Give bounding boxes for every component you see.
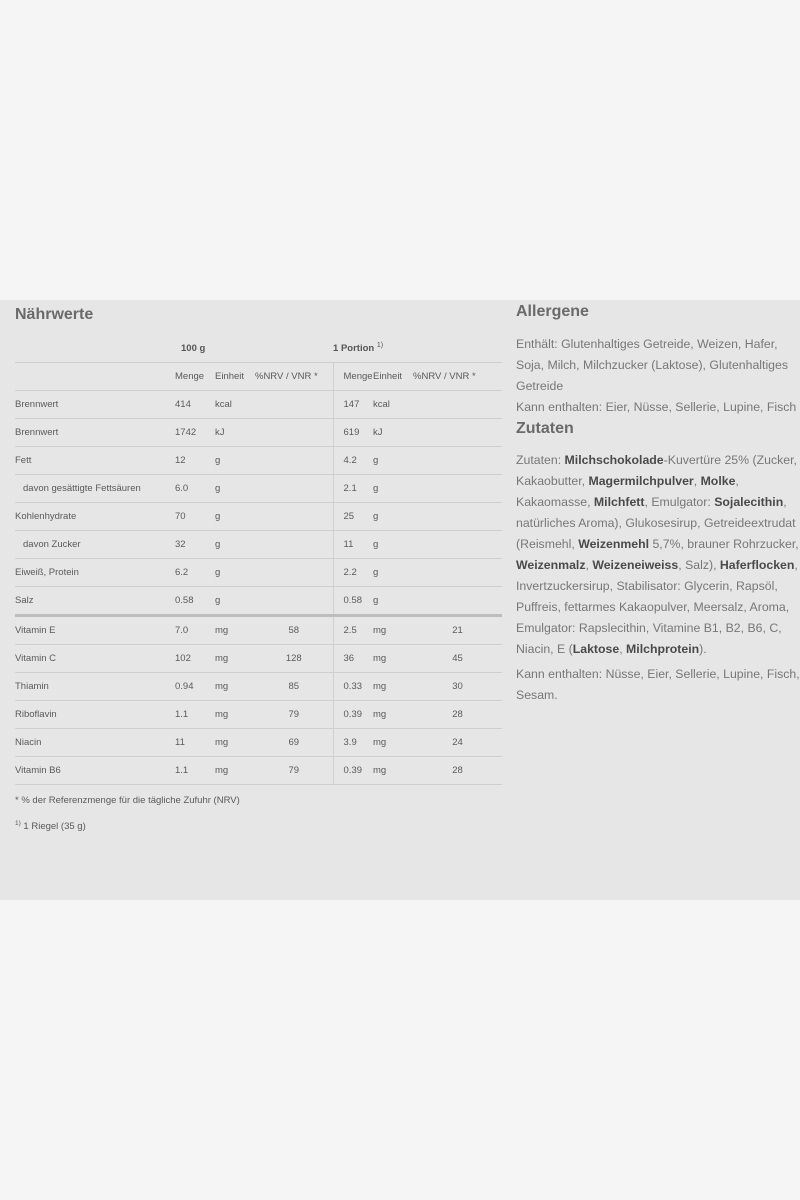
table-group-header (15, 335, 502, 363)
table-cell: 28 (413, 757, 502, 785)
ingredient-text: -Kuvertüre 25% (Zucker, Kakaobutter, (516, 453, 797, 488)
table-cell: 414 (175, 391, 215, 419)
ingredient-text: , natürliches Aroma), Glukosesirup, Getreideextrudat (Reismehl, (516, 495, 796, 551)
ingredient-text: Zutaten: (516, 453, 565, 467)
nutrient-name: Vitamin E (15, 616, 175, 645)
table-cell: mg (215, 616, 255, 645)
allergen-highlight: Haferflocken (719, 558, 795, 572)
table-cell: g (215, 503, 255, 531)
allergen-highlight: Weizeneiweiss (592, 558, 679, 572)
allergen-highlight: Weizenmalz (516, 558, 586, 572)
table-cell (413, 419, 502, 447)
table-cell: 1.1 (175, 757, 215, 785)
table-cell: mg (373, 616, 413, 645)
table-cell: mg (373, 673, 413, 701)
table-cell: g (373, 447, 413, 475)
nutrient-name: Kohlenhydrate (15, 503, 175, 531)
column-header: %NRV / VNR * (255, 363, 333, 391)
table-cell (413, 531, 502, 559)
table-cell: 147 (333, 391, 373, 419)
table-cell: g (373, 587, 413, 616)
ingredient-text: 5,7%, brauner Rohrzucker, (649, 537, 799, 551)
nrv-footnote: * % der Referenzmenge für die tägliche Zufuhr (NRV) (15, 795, 240, 806)
table-cell: 11 (175, 729, 215, 757)
table-cell: 12 (175, 447, 215, 475)
table-row (15, 531, 502, 559)
table-cell: 128 (255, 645, 333, 673)
table-cell: 0.39 (333, 701, 373, 729)
table-cell (413, 475, 502, 503)
table-cell (255, 447, 333, 475)
ingredient-text: ). (699, 642, 707, 656)
table-cell (413, 503, 502, 531)
table-cell: 69 (255, 729, 333, 757)
table-cell (255, 587, 333, 616)
table-cell: mg (373, 645, 413, 673)
table-cell: 0.33 (333, 673, 373, 701)
column-header: Einheit (373, 363, 413, 391)
table-cell: mg (373, 757, 413, 785)
allergen-highlight: Laktose (572, 642, 620, 656)
nutrient-name: Vitamin C (15, 645, 175, 673)
table-cell: 36 (333, 645, 373, 673)
table-cell: mg (215, 645, 255, 673)
allergen-highlight: Molke (700, 474, 736, 488)
table-row (15, 757, 502, 785)
table-row (15, 645, 502, 673)
product-info-panel (0, 300, 800, 900)
table-cell: mg (215, 757, 255, 785)
table-cell: g (373, 559, 413, 587)
table-cell: mg (215, 673, 255, 701)
table-cell (255, 419, 333, 447)
table-cell: mg (373, 701, 413, 729)
table-cell: 102 (175, 645, 215, 673)
nutrient-name: Salz (15, 587, 175, 616)
ingredient-text: , Invertzuckersirup, Stabilisator: Glycerin, Rapsöl, Puffreis, fettarmes Kakaopulver, Meersalz, Aroma, Emulgator: Rapslecithin, Vitamine B1, B2, B6, C, Niacin, E ( (516, 558, 798, 656)
table-cell: mg (215, 701, 255, 729)
table-cell: 6.0 (175, 475, 215, 503)
table-cell: 0.94 (175, 673, 215, 701)
table-cell (255, 503, 333, 531)
column-header: Einheit (215, 363, 255, 391)
table-cell: g (215, 475, 255, 503)
allergen-highlight: Milchfett (593, 495, 645, 509)
table-cell: 3.9 (333, 729, 373, 757)
table-cell (413, 391, 502, 419)
table-cell: 21 (413, 616, 502, 645)
column-header: %NRV / VNR * (413, 363, 502, 391)
nutrient-name: Riboflavin (15, 701, 175, 729)
table-cell: 6.2 (175, 559, 215, 587)
table-cell: 4.2 (333, 447, 373, 475)
table-cell (255, 531, 333, 559)
table-cell: 79 (255, 701, 333, 729)
table-cell: 7.0 (175, 616, 215, 645)
table-row (15, 475, 502, 503)
ingredient-text: , (619, 642, 627, 656)
nutrient-name: Brennwert (15, 419, 175, 447)
allergen-highlight: Milchprotein (626, 642, 700, 656)
nutrient-name: Fett (15, 447, 175, 475)
table-cell: 0.58 (175, 587, 215, 616)
allergen-highlight: Magermilchpulver (588, 474, 694, 488)
nutrient-name: Vitamin B6 (15, 757, 175, 785)
portion-footnote: $^{1)}$ 1 Riegel (35 g) (15, 820, 86, 833)
ingredient-text: , Kakaomasse, (516, 474, 739, 509)
nutrition-table (15, 335, 502, 785)
table-cell: g (373, 475, 413, 503)
table-cell: g (215, 587, 255, 616)
table-cell: 85 (255, 673, 333, 701)
table-row (15, 419, 502, 447)
table-cell: kJ (373, 419, 413, 447)
allergens-title: Allergene (516, 303, 589, 320)
table-row (15, 391, 502, 419)
table-cell: 58 (255, 616, 333, 645)
table-cell: mg (373, 729, 413, 757)
table-cell: 28 (413, 701, 502, 729)
allergen-highlight: Sojalecithin (714, 495, 784, 509)
table-cell: 1.1 (175, 701, 215, 729)
table-cell: g (373, 531, 413, 559)
table-cell (255, 559, 333, 587)
table-cell: 24 (413, 729, 502, 757)
table-cell: kcal (373, 391, 413, 419)
nutrient-name: Niacin (15, 729, 175, 757)
table-cell: 45 (413, 645, 502, 673)
ingredients-may-contain: Kann enthalten: Nüsse, Eier, Sellerie, Lupine, Fisch, Sesam. (516, 667, 800, 702)
group-per-100g: 100 g (175, 335, 333, 363)
table-cell: 79 (255, 757, 333, 785)
table-cell: 11 (333, 531, 373, 559)
table-cell (413, 587, 502, 616)
table-cell: kJ (215, 419, 255, 447)
table-cell (413, 447, 502, 475)
table-cell: kcal (215, 391, 255, 419)
ingredient-text: , Emulgator: (644, 495, 715, 509)
table-row (15, 616, 502, 645)
table-cell: g (373, 503, 413, 531)
table-row (15, 701, 502, 729)
table-cell: g (215, 531, 255, 559)
allergen-highlight: Milchschokolade (564, 453, 664, 467)
nutrient-name: Brennwert (15, 391, 175, 419)
ingredient-text: , Salz), (678, 558, 720, 572)
nutrient-name: Eiweiß, Protein (15, 559, 175, 587)
table-cell (255, 391, 333, 419)
table-row (15, 559, 502, 587)
table-cell: 32 (175, 531, 215, 559)
column-header: Menge (175, 363, 215, 391)
table-cell: mg (215, 729, 255, 757)
table-cell: g (215, 447, 255, 475)
table-cell (413, 559, 502, 587)
table-cell: 30 (413, 673, 502, 701)
ingredient-text: , (585, 558, 593, 572)
table-cell: 619 (333, 419, 373, 447)
table-row (15, 673, 502, 701)
allergens-contains: Enthält: Glutenhaltiges Getreide, Weizen, Hafer, Soja, Milch, Milchzucker (Laktose), Glutenhaltiges Getreide (516, 337, 789, 393)
group-per-portion: 1 Portion $^{1)}$ (333, 335, 502, 363)
table-row (15, 447, 502, 475)
column-header: Menge (333, 363, 373, 391)
table-cell: 2.1 (333, 475, 373, 503)
ingredient-text: , (693, 474, 701, 488)
table-row (15, 587, 502, 616)
table-cell: 2.2 (333, 559, 373, 587)
nutrient-name: davon Zucker (15, 531, 175, 559)
nutrient-name: davon gesättigte Fettsäuren (15, 475, 175, 503)
table-cell: 0.39 (333, 757, 373, 785)
table-cell: 2.5 (333, 616, 373, 645)
table-cell: 70 (175, 503, 215, 531)
table-cell: 0.58 (333, 587, 373, 616)
table-row (15, 729, 502, 757)
table-cell: 1742 (175, 419, 215, 447)
allergens-may-contain: Kann enthalten: Eier, Nüsse, Sellerie, Lupine, Fisch (516, 400, 797, 414)
table-row (15, 503, 502, 531)
table-cell: 25 (333, 503, 373, 531)
table-column-header (15, 363, 502, 391)
table-cell (255, 475, 333, 503)
ingredients-title: Zutaten (516, 420, 574, 437)
table-cell: g (215, 559, 255, 587)
ingredients-text (516, 450, 800, 660)
allergen-highlight: Weizenmehl (578, 537, 650, 551)
nutrient-name: Thiamin (15, 673, 175, 701)
nutrition-title: Nährwerte (15, 306, 94, 323)
